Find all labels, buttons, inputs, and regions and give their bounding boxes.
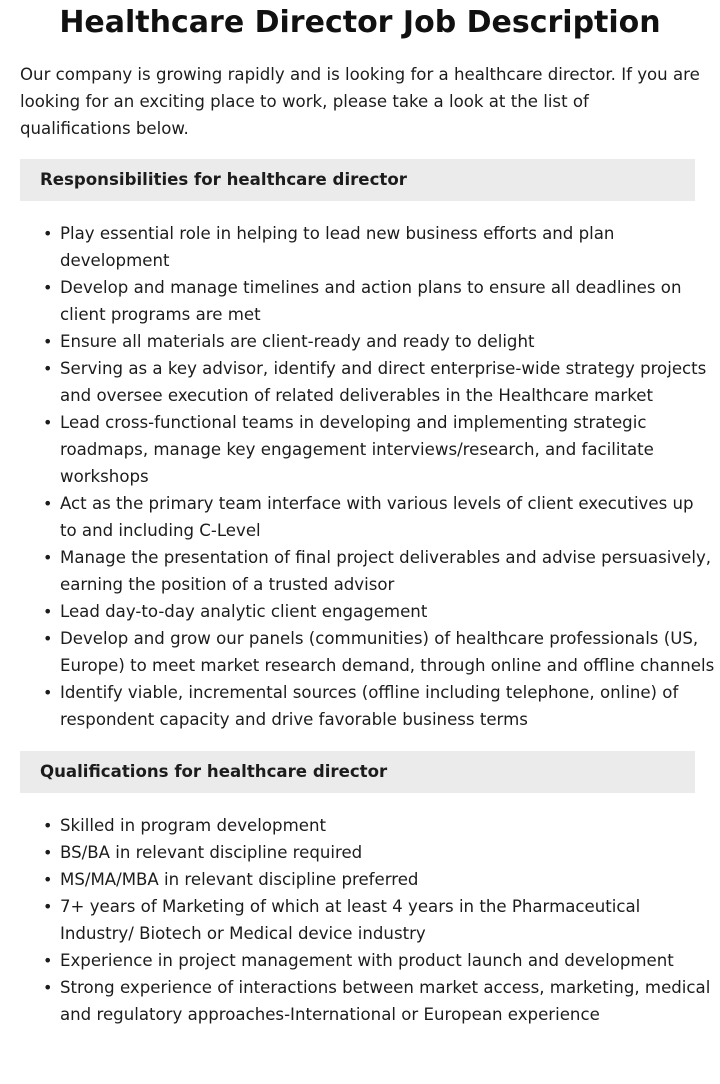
page-title: Healthcare Director Job Description bbox=[59, 5, 661, 40]
list-item: • MS/MA/MBA in relevant discipline preferred bbox=[60, 866, 715, 893]
bullet-icon: • bbox=[43, 816, 53, 835]
bullet-icon: • bbox=[43, 359, 53, 378]
list-item: • Act as the primary team interface with various levels of client executives up to and including C-Level bbox=[60, 490, 715, 544]
qualifications-list bbox=[20, 812, 715, 1028]
bullet-icon: • bbox=[43, 548, 53, 567]
list-item: • Develop and manage timelines and action plans to ensure all deadlines on client programs are met bbox=[60, 274, 715, 328]
bullet-icon: • bbox=[43, 683, 53, 702]
list-item: • Strong experience of interactions between market access, marketing, medical and regulatory approaches-International or European experience bbox=[60, 974, 715, 1028]
bullet-icon: • bbox=[43, 897, 53, 916]
bullet-icon: • bbox=[43, 629, 53, 648]
list-item: • Identify viable, incremental sources (offline including telephone, online) of respondent capacity and drive favorable business terms bbox=[60, 679, 715, 733]
list-item: • Develop and grow our panels (communities) of healthcare professionals (US, Europe) to meet market research demand, through online and offline channels bbox=[60, 625, 715, 679]
bullet-icon: • bbox=[43, 413, 53, 432]
bullet-icon: • bbox=[43, 332, 53, 351]
bullet-icon: • bbox=[43, 602, 53, 621]
responsibilities-list bbox=[20, 220, 715, 733]
list-item: • Skilled in program development bbox=[60, 812, 715, 839]
list-item: • Experience in project management with product launch and development bbox=[60, 947, 715, 974]
list-item: • BS/BA in relevant discipline required bbox=[60, 839, 715, 866]
bullet-icon: • bbox=[43, 843, 53, 862]
qualifications-heading: Qualifications for healthcare director bbox=[20, 751, 695, 793]
bullet-icon: • bbox=[43, 951, 53, 970]
list-item: • Play essential role in helping to lead new business efforts and plan development bbox=[60, 220, 715, 274]
list-item: • Lead day-to-day analytic client engagement bbox=[60, 598, 715, 625]
list-item: • 7+ years of Marketing of which at least 4 years in the Pharmaceutical Industry/ Biotech or Medical device industry bbox=[60, 893, 715, 947]
responsibilities-heading: Responsibilities for healthcare director bbox=[20, 159, 695, 201]
list-item: • Ensure all materials are client-ready and ready to delight bbox=[60, 328, 715, 355]
bullet-icon: • bbox=[43, 278, 53, 297]
bullet-icon: • bbox=[43, 870, 53, 889]
bullet-icon: • bbox=[43, 224, 53, 243]
bullet-icon: • bbox=[43, 494, 53, 513]
bullet-icon: • bbox=[43, 978, 53, 997]
list-item: • Manage the presentation of final project deliverables and advise persuasively, earning the position of a trusted advisor bbox=[60, 544, 715, 598]
list-item: • Lead cross-functional teams in developing and implementing strategic roadmaps, manage key engagement interviews/research, and facilitate workshops bbox=[60, 409, 715, 490]
list-item: • Serving as a key advisor, identify and direct enterprise-wide strategy projects and oversee execution of related deliverables in the Healthcare market bbox=[60, 355, 715, 409]
intro-paragraph: Our company is growing rapidly and is looking for a healthcare director. If you are looking for an exciting place to work, please take a look at the list of qualifications below. bbox=[20, 65, 700, 138]
